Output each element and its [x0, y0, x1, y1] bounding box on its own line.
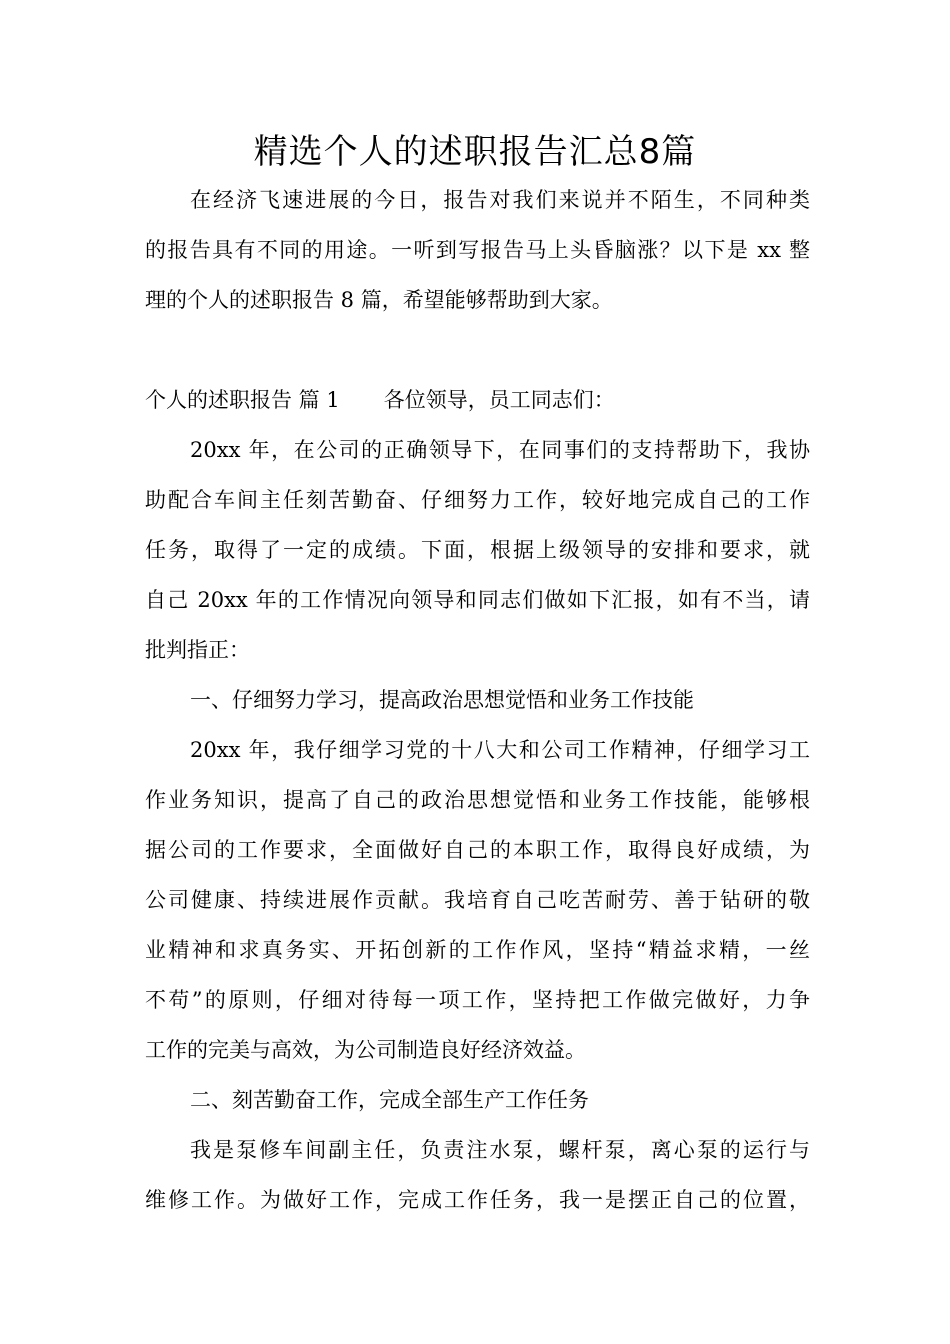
intro-line-2: 的报告具有不同的用途。一听到写报告马上头昏脑涨？以下是 xx 整 — [145, 238, 810, 262]
body-line-10: 公司健康、持续进展作贡献。我培育自己吃苦耐劳、善于钻研的敬 — [145, 888, 810, 912]
subheading-2: 二、刻苦勤奋工作，完成全部生产工作任务 — [190, 1088, 589, 1112]
section-heading-row — [145, 376, 810, 424]
body-line-1: 20xx 年，在公司的正确领导下，在同事们的支持帮助下，我协 — [190, 438, 810, 462]
body-line-7: 20xx 年，我仔细学习党的十八大和公司工作精神，仔细学习工 — [190, 738, 810, 762]
subheading-1: 一、仔细努力学习，提高政治思想觉悟和业务工作技能 — [190, 688, 694, 712]
body-line-15: 我是泵修车间副主任，负责注水泵，螺杆泵，离心泵的运行与 — [190, 1138, 810, 1162]
body-line-5: 批判指正： — [145, 638, 250, 662]
body-line-8: 作业务知识，提高了自己的政治思想觉悟和业务工作技能，能够根 — [145, 788, 810, 812]
intro-line-3: 理的个人的述职报告 8 篇，希望能够帮助到大家。 — [145, 288, 613, 312]
body-line-12: 不苟”的原则，仔细对待每一项工作，坚持把工作做完做好，力争 — [145, 988, 810, 1012]
body-line-9: 据公司的工作要求，全面做好自己的本职工作，取得良好成绩，为 — [145, 838, 810, 862]
body-line-16: 维修工作。为做好工作，完成工作任务，我一是摆正自己的位置， — [145, 1188, 810, 1212]
greeting: 各位领导，员工同志们： — [383, 388, 615, 412]
page-title: 精选个人的述职报告汇总8篇 — [253, 132, 697, 172]
body-line-3: 任务，取得了一定的成绩。下面，根据上级领导的安排和要求，就 — [145, 538, 810, 562]
body-line-11: 业精神和求真务实、开拓创新的工作作风，坚持“精益求精，一丝 — [145, 938, 810, 962]
body-line-13: 工作的完美与高效，为公司制造良好经济效益。 — [145, 1038, 586, 1062]
body-line-2: 助配合车间主任刻苦勤奋、仔细努力工作，较好地完成自己的工作 — [145, 488, 810, 512]
section-heading: 个人的述职报告 篇 1 — [145, 388, 340, 412]
body-line-4: 自己 20xx 年的工作情况向领导和同志们做如下汇报，如有不当，请 — [145, 588, 810, 612]
intro-line-1: 在经济飞速进展的今日，报告对我们来说并不陌生，不同种类 — [190, 188, 810, 212]
